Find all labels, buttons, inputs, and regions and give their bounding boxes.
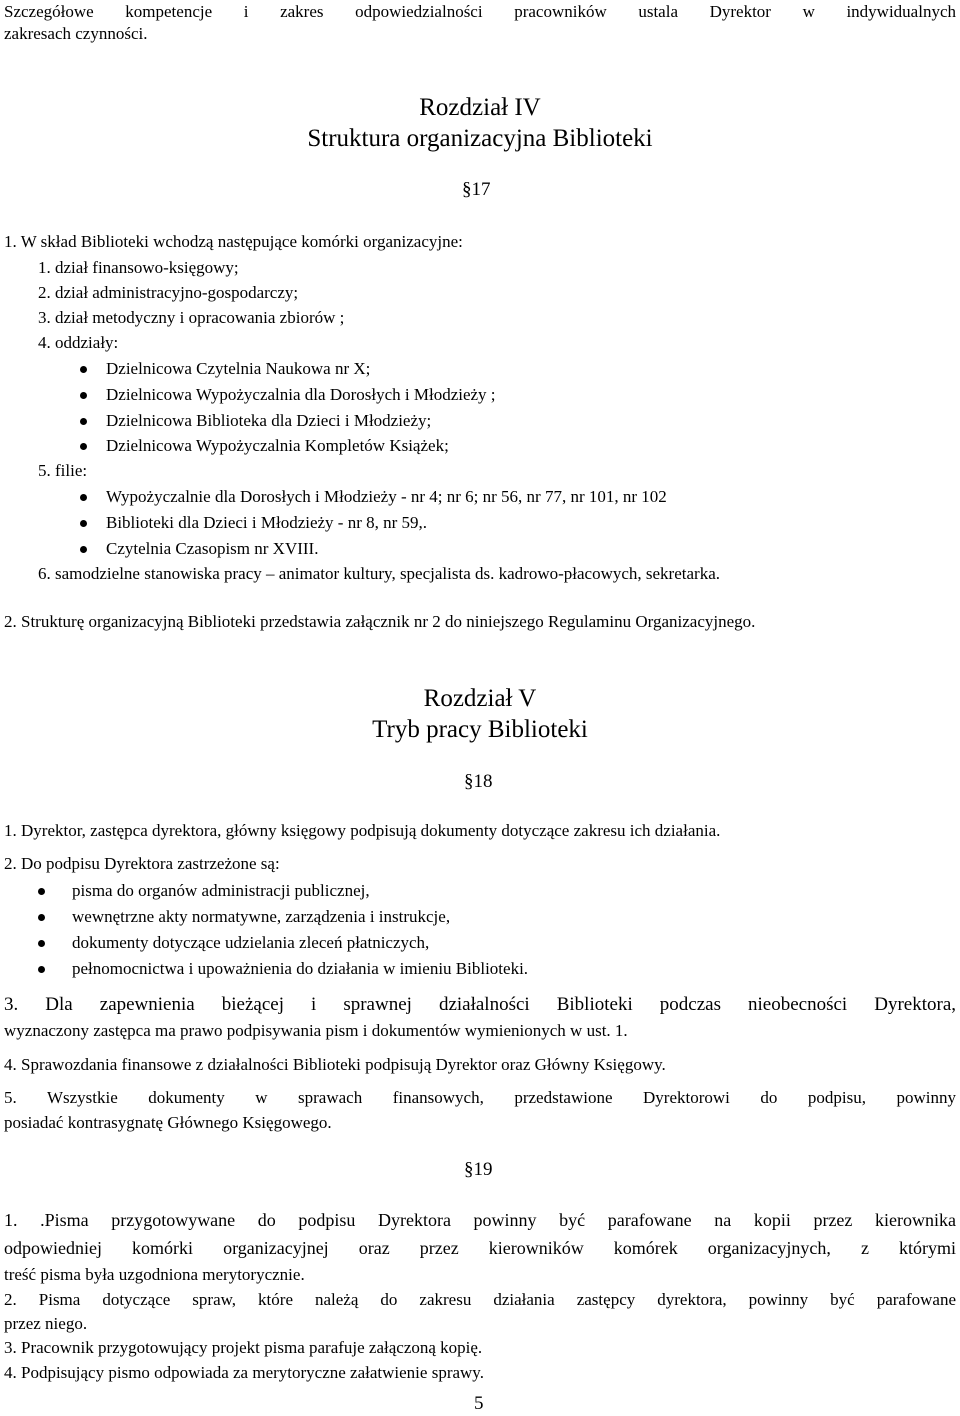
bullet-icon bbox=[38, 914, 45, 921]
paragraph-18: §18 bbox=[464, 771, 493, 792]
bullet-icon bbox=[38, 888, 45, 895]
filia-item: Wypożyczalnie dla Dorosłych i Młodzieży - nr 4; nr 6; nr 56, nr 77, nr 101, nr 102 bbox=[106, 487, 667, 506]
p18-point-1: 1. Dyrektor, zastępca dyrektora, główny księgowy podpisują dokumenty dotyczące zakresu ich działania. bbox=[4, 821, 721, 840]
ch4-subitem-5: 5. filie: bbox=[38, 461, 88, 480]
paragraph-17: §17 bbox=[462, 179, 491, 200]
chapter-4-title: Struktura organizacyjna Biblioteki bbox=[307, 125, 653, 152]
p19-point-1-line-1: 1. .Pisma przygotowywane do podpisu Dyrektora powinny być parafowane na kopii przez kierownika bbox=[4, 1210, 956, 1230]
p19-point-4: 4. Podpisujący pismo odpowiada za merytoryczne załatwienie sprawy. bbox=[4, 1363, 484, 1382]
ch4-subitem-4: 4. oddziały: bbox=[38, 333, 119, 352]
p19-point-3: 3. Pracownik przygotowujący projekt pisma parafuje załączoną kopię. bbox=[4, 1338, 483, 1357]
bullet-icon bbox=[80, 418, 87, 425]
ch4-subitem-3: 3. dział metodyczny i opracowania zbiorów ; bbox=[38, 308, 345, 327]
bullet-icon bbox=[80, 443, 87, 450]
bullet-icon bbox=[80, 520, 87, 527]
chapter-4-number: Rozdział IV bbox=[419, 94, 541, 121]
p19-point-1-line-3: treść pisma była uzgodniona merytorycznie. bbox=[4, 1265, 305, 1284]
p18-point-2-item: pisma do organów administracji publicznej, bbox=[72, 881, 370, 900]
bullet-icon bbox=[80, 392, 87, 399]
p18-point-2-item: wewnętrzne akty normatywne, zarządzenia i instrukcje, bbox=[72, 907, 451, 926]
bullet-icon bbox=[80, 546, 87, 553]
ch4-item-1: 1. W skład Biblioteki wchodzą następujące komórki organizacyjne: bbox=[4, 232, 463, 251]
p19-point-2-line-2: przez niego. bbox=[4, 1314, 88, 1333]
p18-point-2: 2. Do podpisu Dyrektora zastrzeżone są: bbox=[4, 854, 280, 873]
p18-point-5-line-2: posiadać kontrasygnatę Głównego Księgowego. bbox=[4, 1113, 332, 1132]
p19-point-2-line-1: 2. Pisma dotyczące spraw, które należą do zakresu działania zastępcy dyrektora, powinny być parafowane bbox=[4, 1290, 956, 1309]
chapter-5-title: Tryb pracy Biblioteki bbox=[372, 716, 588, 743]
p18-point-5-line-1: 5. Wszystkie dokumenty w sprawach finansowych, przedstawione Dyrektorowi do podpisu, powinny bbox=[4, 1088, 956, 1107]
p18-point-2-item: pełnomocnictwa i upoważnienia do działania w imieniu Biblioteki. bbox=[72, 959, 529, 978]
ch4-item-2: 2. Strukturę organizacyjną Biblioteki przedstawia załącznik nr 2 do niniejszego Regulaminu Organizacyjnego. bbox=[4, 612, 756, 631]
bullet-icon bbox=[38, 940, 45, 947]
p18-point-4: 4. Sprawozdania finansowe z działalności Biblioteki podpisują Dyrektor oraz Główny Księgowy. bbox=[4, 1055, 666, 1074]
bullet-icon bbox=[80, 366, 87, 373]
filia-item: Biblioteki dla Dzieci i Młodzieży - nr 8, nr 59,. bbox=[106, 513, 428, 532]
oddzial-item: Dzielnicowa Biblioteka dla Dzieci i Młodzieży; bbox=[106, 411, 432, 430]
bullet-icon bbox=[38, 966, 45, 973]
ch4-subitem-2: 2. dział administracyjno-gospodarczy; bbox=[38, 283, 299, 302]
p18-point-3-line-2: wyznaczony zastępca ma prawo podpisywania pism i dokumentów wymienionych w ust. 1. bbox=[4, 1021, 628, 1040]
bullet-icon bbox=[80, 494, 87, 501]
page-number: 5 bbox=[474, 1393, 484, 1414]
p19-point-1-line-2: odpowiedniej komórki organizacyjnej oraz przez kierowników komórek organizacyjnych, z którymi bbox=[4, 1238, 956, 1258]
oddzial-item: Dzielnicowa Wypożyczalnia dla Dorosłych i Młodzieży ; bbox=[106, 385, 496, 404]
paragraph-19: §19 bbox=[464, 1159, 493, 1180]
intro-line-1: Szczegółowe kompetencje i zakres odpowiedzialności pracowników ustala Dyrektor w indywidualnych bbox=[4, 2, 956, 21]
intro-line-2: zakresach czynności. bbox=[4, 24, 148, 43]
oddzial-item: Dzielnicowa Czytelnia Naukowa nr X; bbox=[106, 359, 371, 378]
ch4-subitem-1: 1. dział finansowo-księgowy; bbox=[38, 258, 239, 277]
ch4-subitem-6: 6. samodzielne stanowiska pracy – animator kultury, specjalista ds. kadrowo-płacowych, sekretarka. bbox=[38, 564, 720, 583]
p18-point-2-item: dokumenty dotyczące udzielania zleceń płatniczych, bbox=[72, 933, 430, 952]
p18-point-3-line-1: 3. Dla zapewnienia bieżącej i sprawnej działalności Biblioteki podczas nieobecności Dyrektora, bbox=[4, 994, 956, 1015]
filia-item: Czytelnia Czasopism nr XVIII. bbox=[106, 539, 319, 558]
chapter-5-number: Rozdział V bbox=[423, 685, 537, 712]
oddzial-item: Dzielnicowa Wypożyczalnia Kompletów Książek; bbox=[106, 436, 449, 455]
